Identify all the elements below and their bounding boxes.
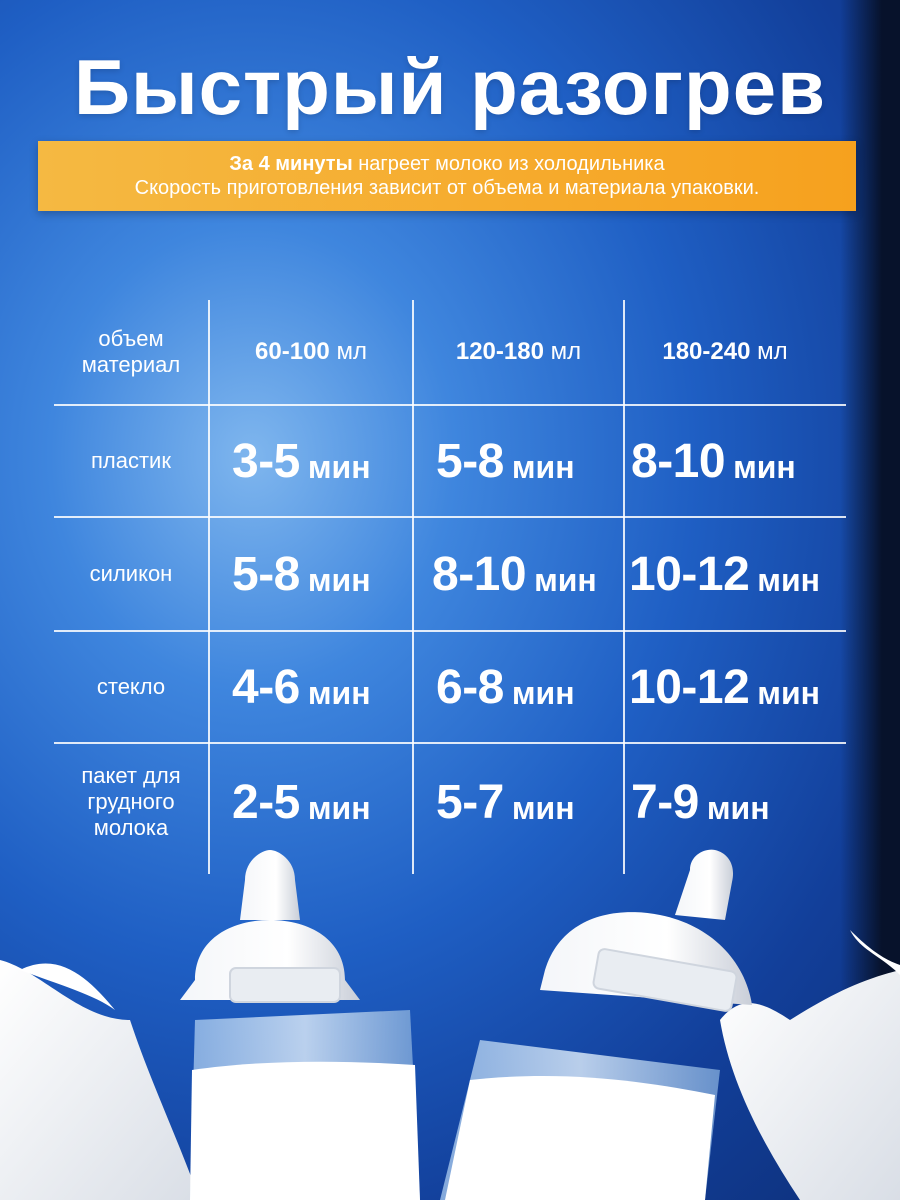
time-unit: мин <box>733 448 796 485</box>
banner-line-1-text: нагреет молоко из холодильника <box>352 153 665 175</box>
time-cell <box>210 632 412 742</box>
time-value: 5-8 <box>232 547 300 601</box>
row-label-line: молока <box>93 815 169 840</box>
time-value: 5-7 <box>436 775 504 829</box>
table-corner-header <box>54 300 208 404</box>
banner-highlight: За 4 минуты <box>229 153 353 175</box>
time-unit: мин <box>511 448 575 485</box>
time-unit: мин <box>534 561 597 598</box>
column-header <box>625 300 825 404</box>
banner-line-2: Скорость приготовления зависит от объема и материала упаковки. <box>134 177 760 199</box>
row-label-plastic: пластик <box>91 448 171 473</box>
time-cell <box>625 518 846 630</box>
column-range: 120-180 <box>455 338 544 365</box>
banner-line-1 <box>229 152 664 176</box>
time-cell <box>210 406 412 516</box>
column-unit: мл <box>550 338 582 365</box>
time-cell <box>625 632 846 742</box>
time-value: 10-12 <box>629 660 750 714</box>
baby-bottle-left <box>180 850 420 1200</box>
corner-material-label: материал <box>81 352 181 377</box>
row-label-line: грудного <box>87 789 175 814</box>
time-unit: мин <box>511 674 575 711</box>
heating-time-table <box>54 300 846 874</box>
milk-splash <box>850 930 900 975</box>
row-label-silicone: силикон <box>89 561 173 586</box>
column-unit: мл <box>757 338 788 365</box>
time-value: 8-10 <box>631 434 726 488</box>
column-range: 180-240 <box>662 338 751 365</box>
time-unit: мин <box>706 789 770 826</box>
corner-volume-label: объем <box>98 326 164 351</box>
page-title: Быстрый разогрев <box>73 43 827 131</box>
time-unit: мин <box>757 561 820 598</box>
time-value: 4-6 <box>232 660 300 714</box>
time-value: 8-10 <box>432 547 527 601</box>
column-header <box>210 300 412 404</box>
time-value: 5-8 <box>436 434 504 488</box>
time-value: 3-5 <box>232 434 300 488</box>
column-header <box>414 300 623 404</box>
time-cell <box>414 632 623 742</box>
time-unit: мин <box>307 674 371 711</box>
time-value: 6-8 <box>436 660 504 714</box>
time-cell <box>625 406 846 516</box>
bottles-milk-splash-illustration <box>0 820 900 1200</box>
time-cell <box>210 518 412 630</box>
time-value: 7-9 <box>631 775 699 829</box>
info-banner <box>38 141 856 211</box>
time-cell <box>414 406 623 516</box>
time-value: 10-12 <box>629 547 750 601</box>
time-unit: мин <box>307 789 371 826</box>
row-label-glass: стекло <box>96 674 166 699</box>
baby-bottle-right <box>440 850 752 1200</box>
time-value: 2-5 <box>232 775 300 829</box>
time-unit: мин <box>307 448 371 485</box>
column-unit: мл <box>336 338 367 365</box>
row-label-line: пакет для <box>81 763 181 788</box>
time-unit: мин <box>307 561 371 598</box>
time-cell <box>414 518 623 630</box>
time-unit: мин <box>511 789 575 826</box>
column-range: 60-100 <box>255 338 330 365</box>
time-unit: мин <box>757 674 820 711</box>
